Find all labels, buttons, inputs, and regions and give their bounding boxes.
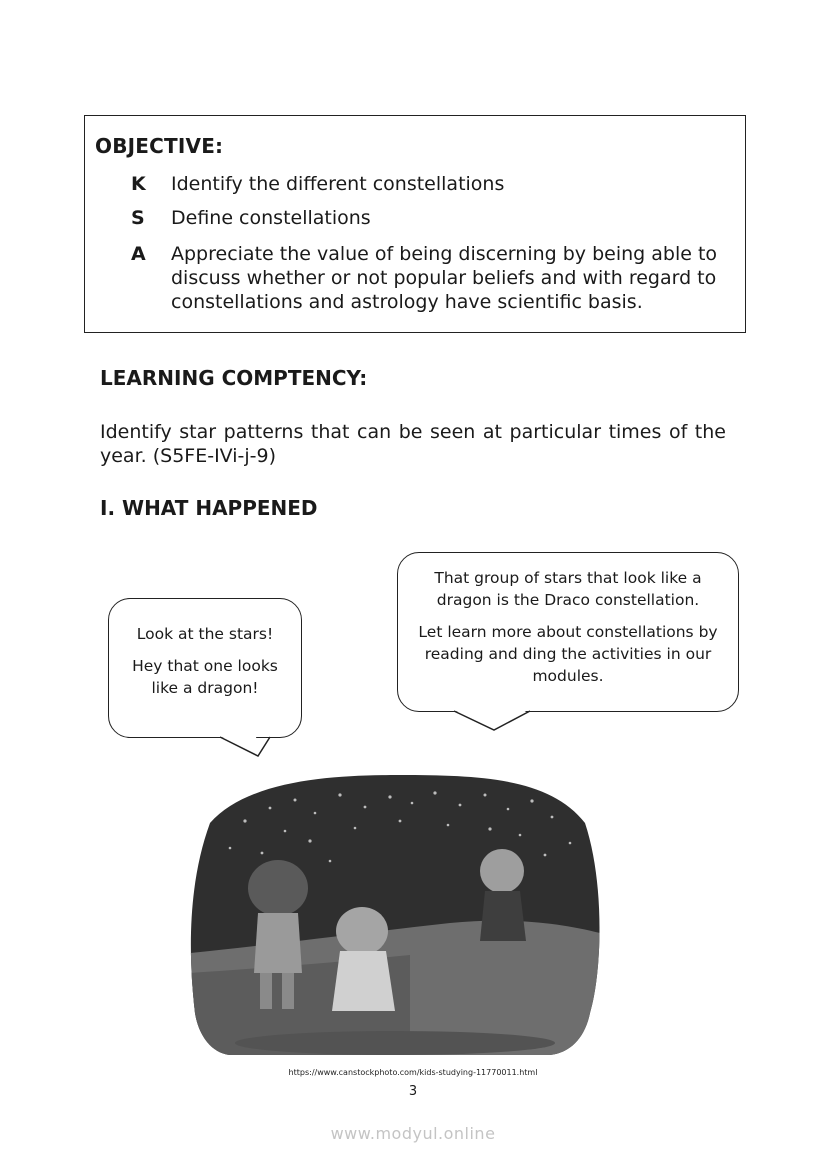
- foreground-shadow: [235, 1031, 555, 1055]
- boy-leg: [260, 973, 272, 1009]
- right-boy-head: [480, 849, 524, 893]
- boy-head: [248, 860, 308, 916]
- bubble-right-line2: Let learn more about constellations by reading and ding the activities in our modules.: [418, 623, 718, 685]
- objective-letter: A: [131, 243, 146, 265]
- objective-text: Define constellations: [171, 207, 371, 229]
- speech-bubble-right: [397, 552, 739, 712]
- objective-letter: S: [131, 207, 145, 229]
- page-number: 3: [408, 1084, 418, 1099]
- objective-title: OBJECTIVE:: [95, 134, 224, 158]
- speech-bubble-left-tail: [218, 735, 278, 759]
- bubble-left-line2: Hey that one looks like a dragon!: [132, 657, 278, 697]
- objective-text: Identify the different constellations: [171, 173, 505, 195]
- watermark: www.modyul.online: [330, 1124, 496, 1143]
- learning-competency-text: Identify star patterns that can be seen at particular times of the year. (S5FE-IVi-j-9): [100, 421, 726, 467]
- objective-letter: K: [131, 173, 146, 195]
- boy-body: [254, 913, 302, 973]
- learning-competency-heading: LEARNING COMPTENCY:: [100, 366, 368, 390]
- speech-bubble-left: [108, 598, 302, 738]
- right-boy-body: [480, 891, 526, 941]
- bubble-left-line1: Look at the stars!: [136, 625, 274, 643]
- bubble-right-line1: That group of stars that look like a dragon is the Draco constellation.: [434, 569, 702, 609]
- kids-stargazing-illustration: [190, 773, 600, 1055]
- image-credit-link[interactable]: https://www.canstockphoto.com/kids-studying-11770011.html: [288, 1068, 538, 1077]
- girl-head: [336, 907, 388, 955]
- objective-box: [84, 115, 746, 333]
- objective-text: Appreciate the value of being discerning by being able to discuss whether or not popular beliefs and with regard to constellations and astrology have scientific basis.: [171, 243, 718, 313]
- boy-leg: [282, 973, 294, 1009]
- section-heading: I. WHAT HAPPENED: [100, 496, 318, 520]
- speech-bubble-right-tail: [450, 709, 540, 735]
- girl-dress: [332, 951, 395, 1011]
